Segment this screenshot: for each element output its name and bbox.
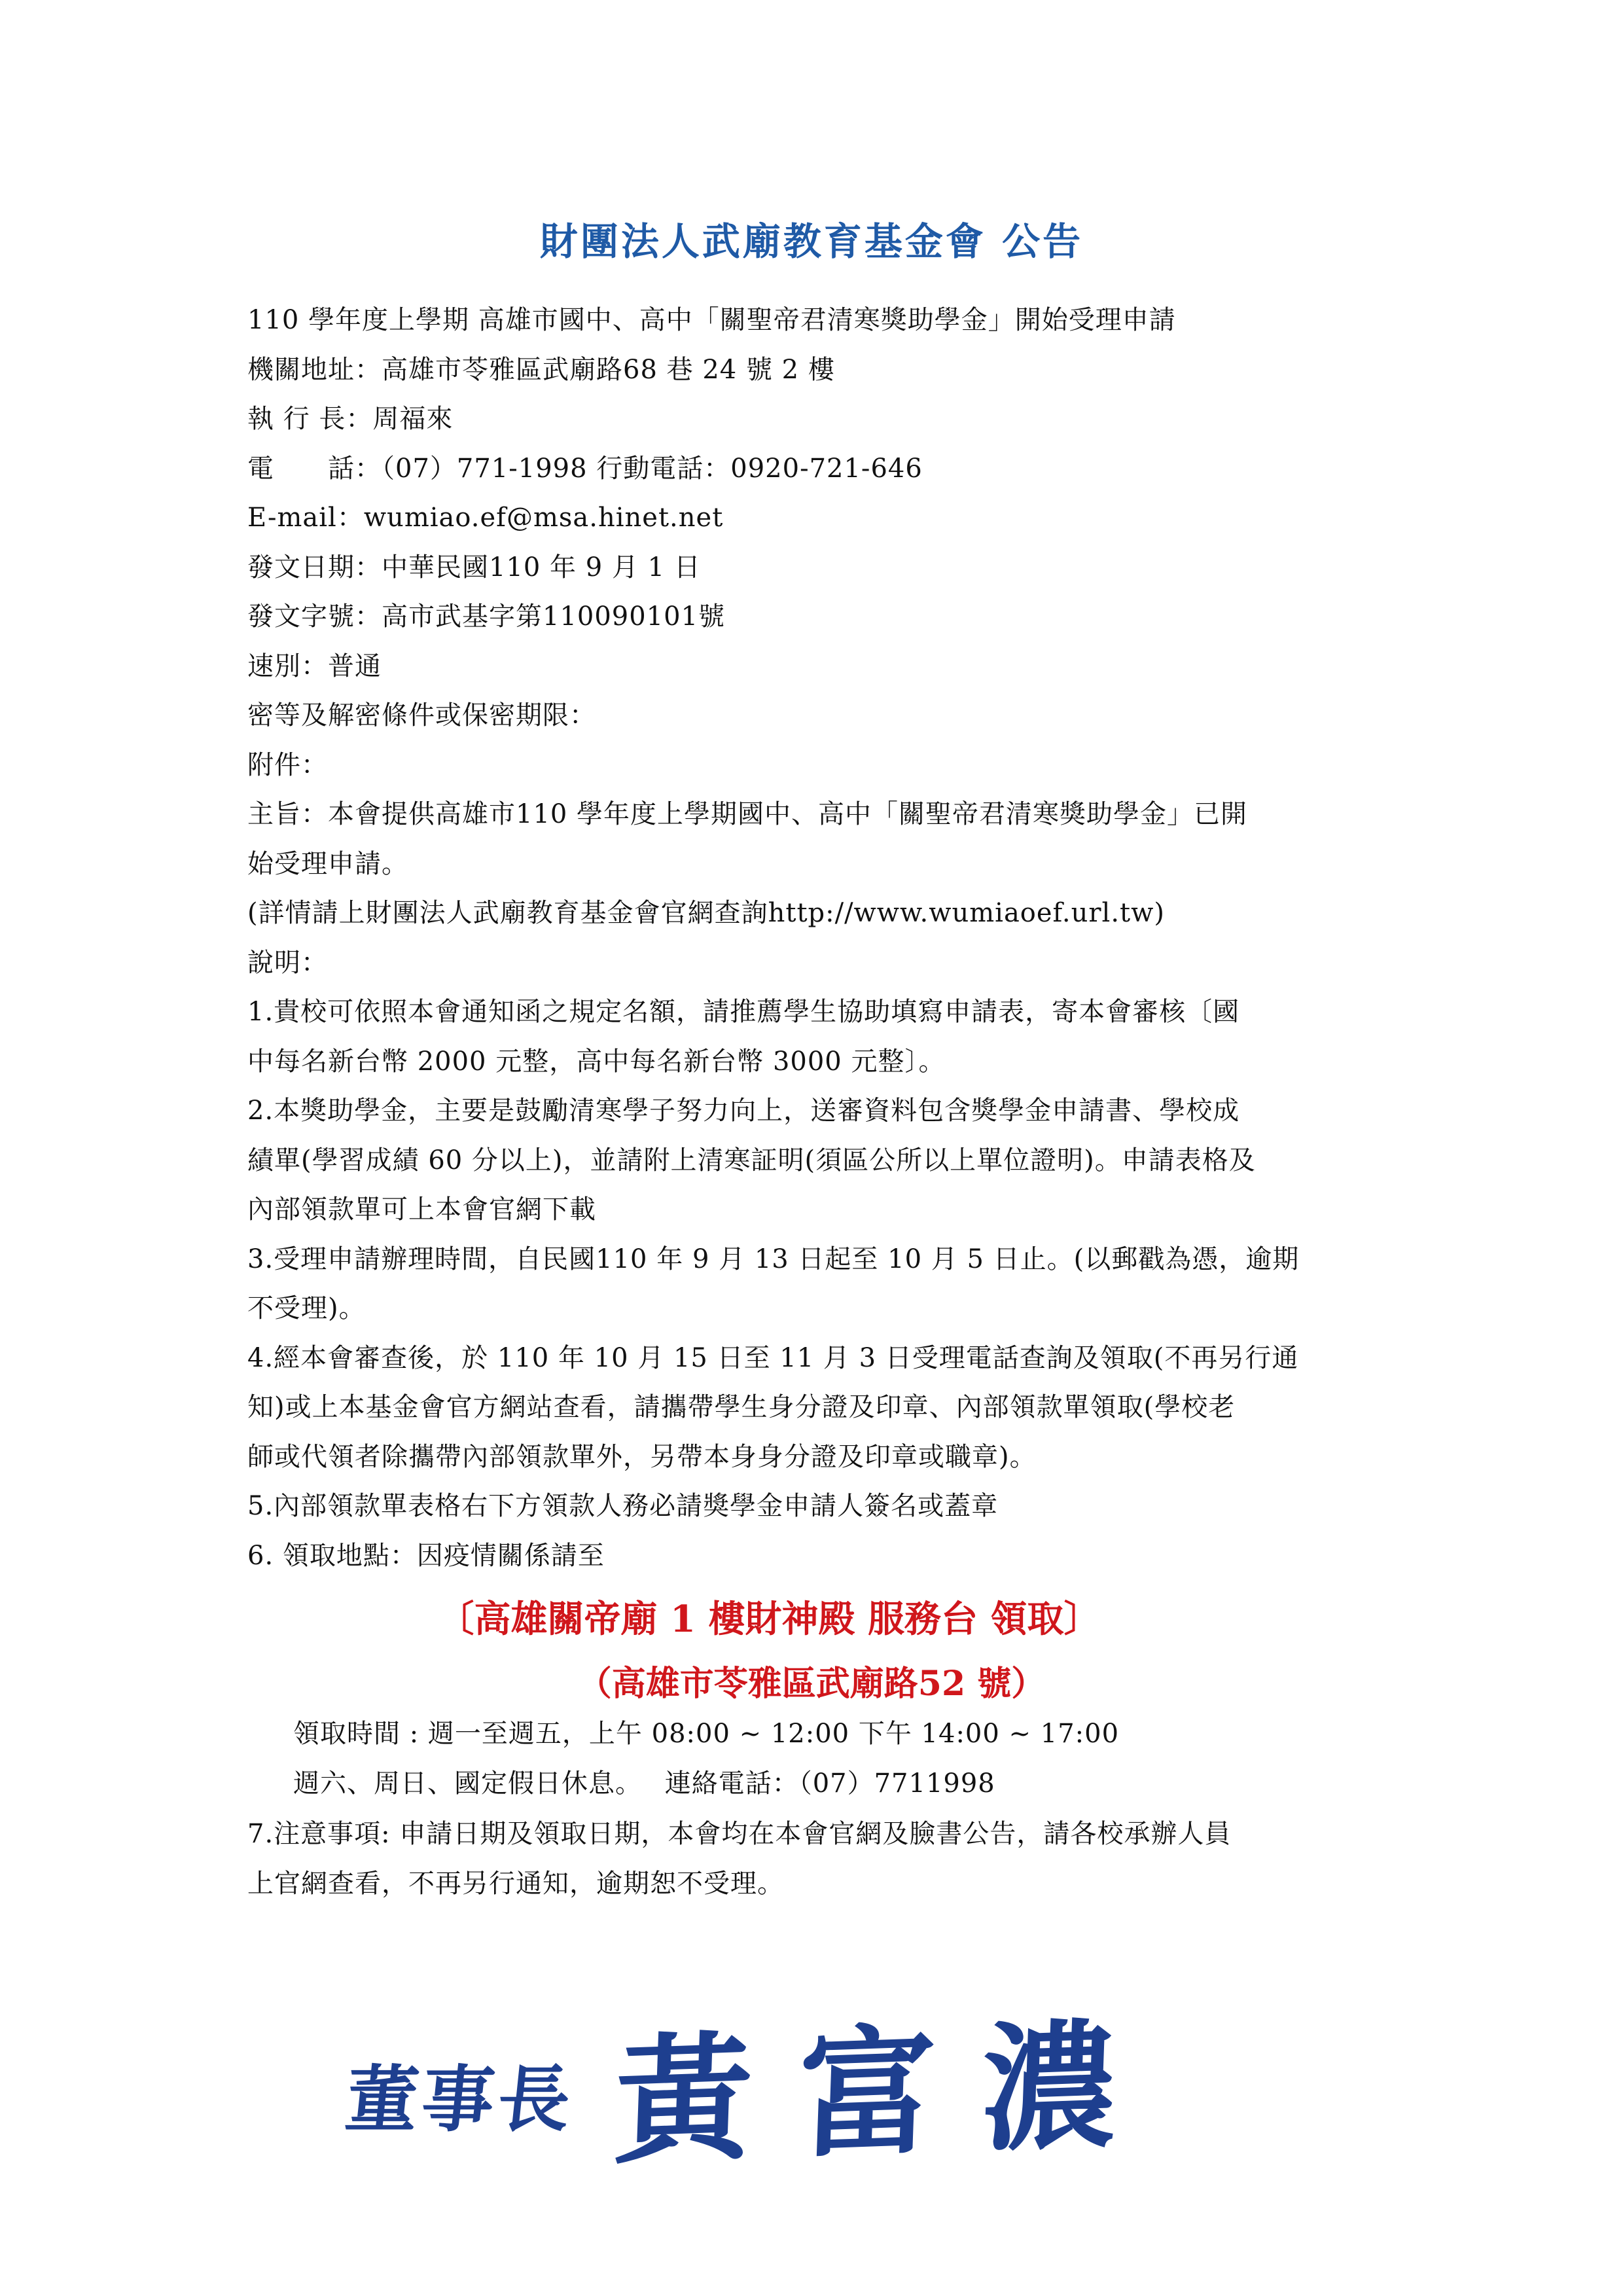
pickup-address: （高雄市苓雅區武廟路52 號） — [577, 1664, 1046, 1704]
chairman-signature — [340, 1983, 1257, 2183]
pickup-closed: 週六、周日、國定假日休息。 連絡電話：（07）7711998 — [293, 1768, 995, 1799]
item-1-line: 1.貴校可依照本會通知函之規定名額，請推薦學生協助填寫申請表，寄本會審核〔國 — [247, 997, 1240, 1027]
item-2-line: 2.本獎助學金，主要是鼓勵清寒學子努力向上，送審資料包含獎學金申請書、學校成 — [247, 1096, 1240, 1126]
item-2-line-cont: 績單(學習成績 60 分以上)，並請附上清寒証明(須區公所以上單位證明)。申請表格及 — [247, 1145, 1256, 1175]
item-4-line-cont-2: 師或代領者除攜帶內部領款單外，另帶本身身分證及印章或職章)。 — [247, 1441, 1037, 1472]
note-line-cont: 上官網查看，不再另行通知，逾期恕不受理。 — [247, 1868, 784, 1899]
attachment-line: 附件： — [247, 749, 328, 780]
item-4-line-cont: 知)或上本基金會官方網站查看，請攜帶學生身分證及印章、內部領款單領取(學校老 — [247, 1392, 1236, 1422]
announcement-title: 財團法人武廟教育基金會 公告 — [539, 219, 1084, 264]
item-1-line-cont: 中每名新台幣 2000 元整，高中每名新台幣 3000 元整〕。 — [247, 1046, 946, 1077]
purpose-line-cont: 始受理申請。 — [247, 848, 408, 879]
document-number-line: 發文字號：高市武基字第110090101號 — [247, 601, 726, 632]
item-6-line: 6. 領取地點：因疫情關係請至 — [247, 1540, 605, 1571]
explanation-heading: 說明： — [247, 947, 328, 978]
signature-title: 董事長 — [342, 2057, 579, 2142]
subject-line: 110 學年度上學期 高雄市國中、高中「關聖帝君清寒獎助學金」開始受理申請 — [247, 305, 1176, 335]
pickup-hours-block — [293, 1710, 1406, 1808]
signature-name: 黃富濃 — [612, 2002, 1168, 2183]
phone-line: 電 話：（07）771-1998 行動電話：0920-721-646 — [247, 453, 923, 484]
announcement-body — [247, 296, 1393, 1581]
priority-line: 速別：普通 — [247, 651, 382, 681]
notes-block — [247, 1810, 1393, 1909]
item-5-line: 5.內部領款單表格右下方領款人務必請獎學金申請人簽名或蓋章 — [247, 1491, 999, 1521]
item-2-line-cont-2: 內部領款單可上本會官網下載 — [247, 1194, 596, 1225]
item-3-line-cont: 不受理)。 — [247, 1293, 366, 1323]
pickup-location: 〔高雄關帝廟 1 樓財神殿 服務台 領取〕 — [437, 1598, 1101, 1641]
item-3-line: 3.受理申請辦理時間，自民國110 年 9 月 13 日起至 10 月 5 日止。(以郵戳為憑，逾期 — [247, 1244, 1300, 1274]
pickup-hours: 領取時間 : 週一至週五，上午 08:00 ~ 12:00 下午 14:00 ~ 17:00 — [293, 1719, 1120, 1749]
address-line: 機關地址：高雄市苓雅區武廟路68 巷 24 號 2 樓 — [247, 354, 835, 385]
director-line: 執 行 長：周福來 — [247, 404, 454, 434]
item-4-line: 4.經本會審查後，於 110 年 10 月 15 日至 11 月 3 日受理電話查詢及領取(不再另行通 — [247, 1342, 1299, 1373]
email-line: E-mail：wumiao.ef@msa.hinet.net — [247, 503, 724, 533]
website-line: (詳情請上財團法人武廟教育基金會官網查詢http://www.wumiaoef.url.tw) — [247, 898, 1165, 928]
confidentiality-line: 密等及解密條件或保密期限： — [247, 700, 596, 730]
note-line: 7.注意事項: 申請日期及領取日期，本會均在本會官網及臉書公告，請各校承辦人員 — [247, 1819, 1232, 1849]
issue-date-line: 發文日期：中華民國110 年 9 月 1 日 — [247, 552, 701, 583]
purpose-line: 主旨：本會提供高雄市110 學年度上學期國中、高中「關聖帝君清寒獎助學金」已開 — [247, 799, 1248, 829]
